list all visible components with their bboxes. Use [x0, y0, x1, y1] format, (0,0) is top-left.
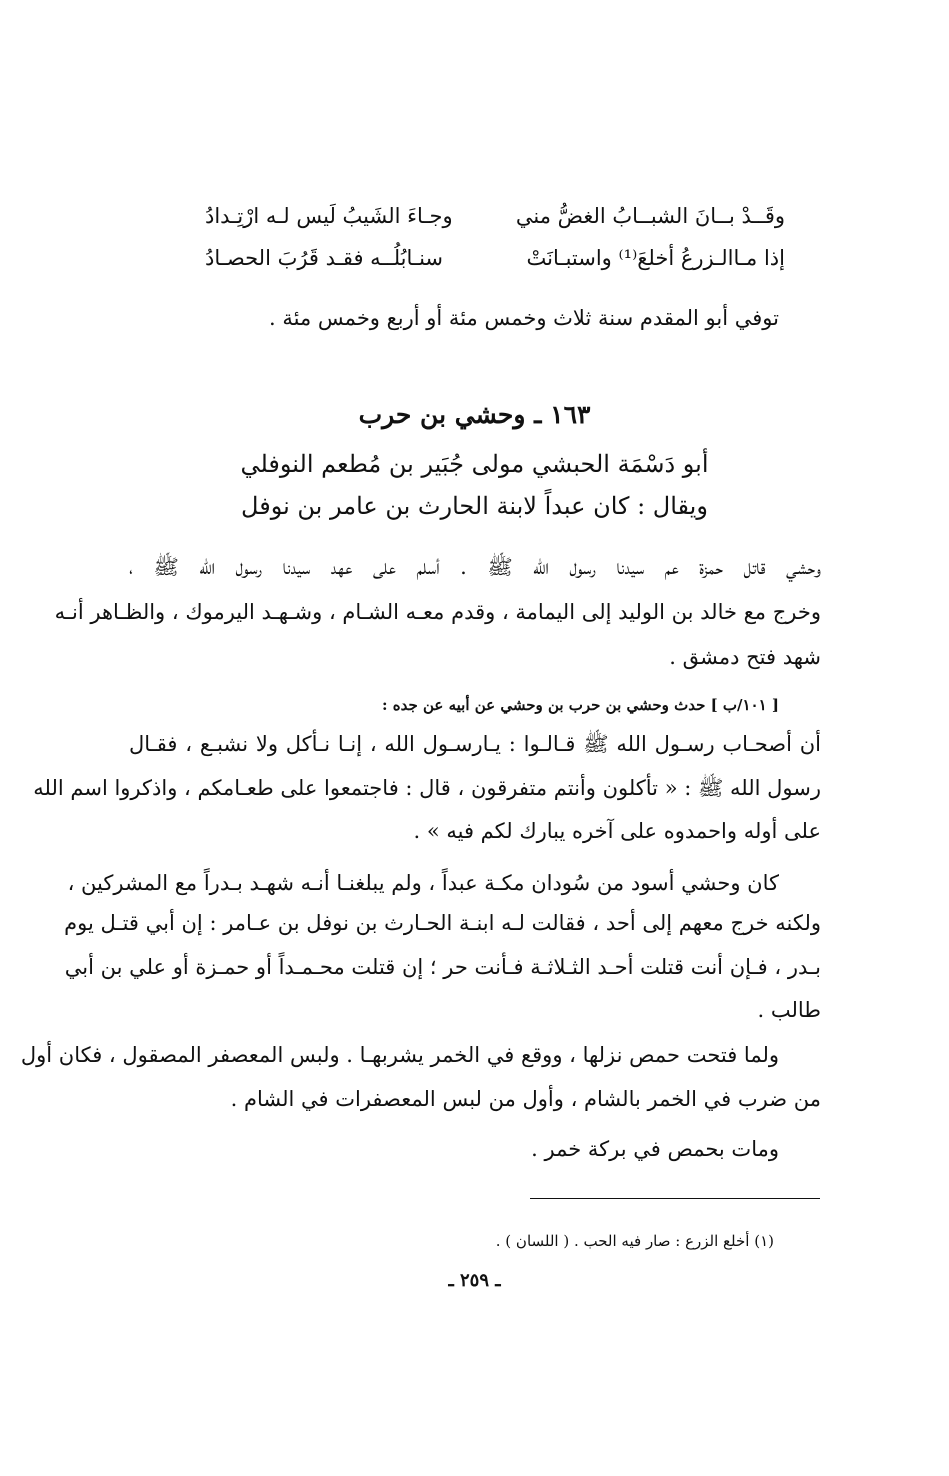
paragraph-3-line-4: طالب .: [757, 998, 821, 1022]
paragraph-1-line-2: وخرج مع خالد بن الوليد إلى اليمامة ، وقدم معـه الشـام ، وشـهـد اليرموك ، والظـاهر أنـه: [54, 600, 821, 624]
footnote-1: (١) أخلع الزرع : صار فيه الحب . ( اللسان ) .: [495, 1232, 774, 1250]
paragraph-3-line-2: ولكنه خرج معهم إلى أحد ، فقالت لـه ابنـة الحـارث بن نوفل بن عـامر : إن أبي قتـل يوم: [64, 911, 821, 935]
paragraph-4-line-1: ولما فتحت حمص نزلها ، ووقع في الخمر يشربهـا . ولبس المعصفر المصقول ، فكان أول: [20, 1043, 779, 1067]
paragraph-3-line-3: بـدر ، فـإن أنت قتلت أحـد الثـلاثـة فـأنت حر ؛ إن قتلت محـمـداً أو حمـزة أو علي بن أبي: [64, 955, 821, 979]
entry-subtitle-alternate: ويقال : كان عبداً لابنة الحارث بن عامر بن نوفل: [241, 492, 708, 520]
paragraph-1-line-1: وحشي قاتل حمزة عم سيدنا رسول الله ﷺ . أسلم على عهد سيدنا رسول الله ﷺ ،: [129, 555, 821, 579]
paragraph-5: ومات بحمص في بركة خمر .: [531, 1137, 779, 1161]
paragraph-2-line-3: على أوله واحمدوه على آخره يبارك لكم فيه » .: [413, 819, 821, 843]
paragraph-2-line-2: رسول الله ﷺ : « تأكلون وأنتم متفرقون ، قال : فاجتمعوا على طعـامكم ، واذكروا اسم الله: [33, 776, 821, 800]
poem-verse-2: [205, 238, 785, 278]
entry-subtitle-name: أبو دَسْمَة الحبشي مولى جُبَير بن مُطعم النوفلي: [240, 450, 709, 478]
death-date-line: توفي أبو المقدم سنة ثلاث وخمس مئة أو أربع وخمس مئة .: [269, 306, 779, 330]
paragraph-3-line-1: كان وحشي أسود من سُودان مكـة عبداً ، ولم يبلغنـا أنـه شهـد بـدراً مع المشركين ،: [67, 871, 779, 895]
entry-title: ١٦٣ ـ وحشي بن حرب: [358, 400, 591, 429]
poem-verse-2-first-hemistich: إذا مـاالـزرعُ أخلعَ⁽¹⁾ واستبـانَتْ: [526, 246, 785, 270]
poem-verse-1-second-hemistich: وجـاءَ الشَيبُ لَيس لـه ارْتِـدادُ: [205, 204, 453, 228]
paragraph-4-line-2: من ضرب في الخمر بالشام ، وأول من لبس المعصفرات في الشام .: [230, 1087, 821, 1111]
paragraph-2-line-1: أن أصحـاب رسـول الله ﷺ قـالـوا : يـارسـول الله ، إنـا نـأكل ولا نشبـع ، فقـال: [129, 732, 821, 756]
poem-verse-1: [205, 196, 785, 236]
paragraph-1-line-3: شهد فتح دمشق .: [669, 645, 821, 669]
footnote-divider: [530, 1198, 820, 1199]
poem-verse-2-second-hemistich: سنـابُلُــه فقـد قَرُبَ الحصـادُ: [205, 246, 444, 270]
poem-verse-1-first-hemistich: وقَــدْ بــانَ الشبــابُ الغضُّ مني: [515, 204, 785, 228]
page-number: ـ ٢٥٩ ـ: [448, 1270, 501, 1291]
isnad-line: [ ١٠١/ب ] حدث وحشي بن حرب بن وحشي عن أبيه عن جده :: [382, 696, 779, 714]
